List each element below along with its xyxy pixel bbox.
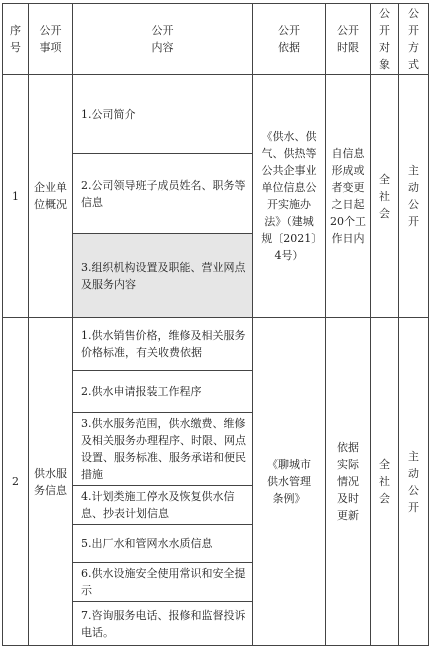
row1-content-2: 2.公司领导班子成员姓名、职务等信息 [73,154,253,234]
row2-method: 主动公开 [399,318,429,646]
row1-content-3: 3.组织机构设置及职能、营业网点及服务内容 [73,234,253,318]
row2-content-3: 3.供水服务范围，供水缴费、维修及相关服务办理程序、时限、网点设置、服务标准、服务承诺和便民措施 [73,413,253,486]
row1-basis: 《供水、供气、供热等公共企事业单位信息公开实施办法》（建城规〔2021〕4号） [253,75,326,318]
row2-time-limit: 依据实际情况及时更新 [326,318,371,646]
row2-item: 供水服务信息 [29,318,73,646]
row2-content-7: 7.咨询服务电话、报修和监督投诉电话。 [73,602,253,646]
header-basis: 公开依据 [253,4,326,75]
header-method: 公开方式 [399,4,429,75]
row1-content-1: 1.公司简介 [73,75,253,154]
row2-content-6: 6.供水设施安全使用常识和安全提示 [73,563,253,602]
row2-content-5: 5.出厂水和管网水水质信息 [73,525,253,563]
disclosure-table [2,3,429,646]
table-row [3,318,429,371]
header-content: 公开内容 [73,4,253,75]
row2-content-2: 2.供水申请报装工作程序 [73,371,253,413]
row1-method: 主动公开 [399,75,429,318]
row2-content-1: 1.供水销售价格，维修及相关服务价格标准，有关收费依据 [73,318,253,371]
header-item: 公开事项 [29,4,73,75]
header-row [3,4,429,75]
row2-target: 全社会 [371,318,399,646]
row1-target: 全社会 [371,75,399,318]
header-time-limit: 公开时限 [326,4,371,75]
header-no: 序号 [3,4,29,75]
row1-no: 1 [3,75,29,318]
row1-item: 企业单位概况 [29,75,73,318]
row2-content-4: 4.计划类施工停水及恢复供水信息、抄表计划信息 [73,486,253,525]
row2-basis: 《聊城市供水管理条例》 [253,318,326,646]
header-target: 公开对象 [371,4,399,75]
row1-time-limit: 自信息形成或者变更之日起20个工作日内 [326,75,371,318]
row2-no: 2 [3,318,29,646]
table-row [3,75,429,154]
